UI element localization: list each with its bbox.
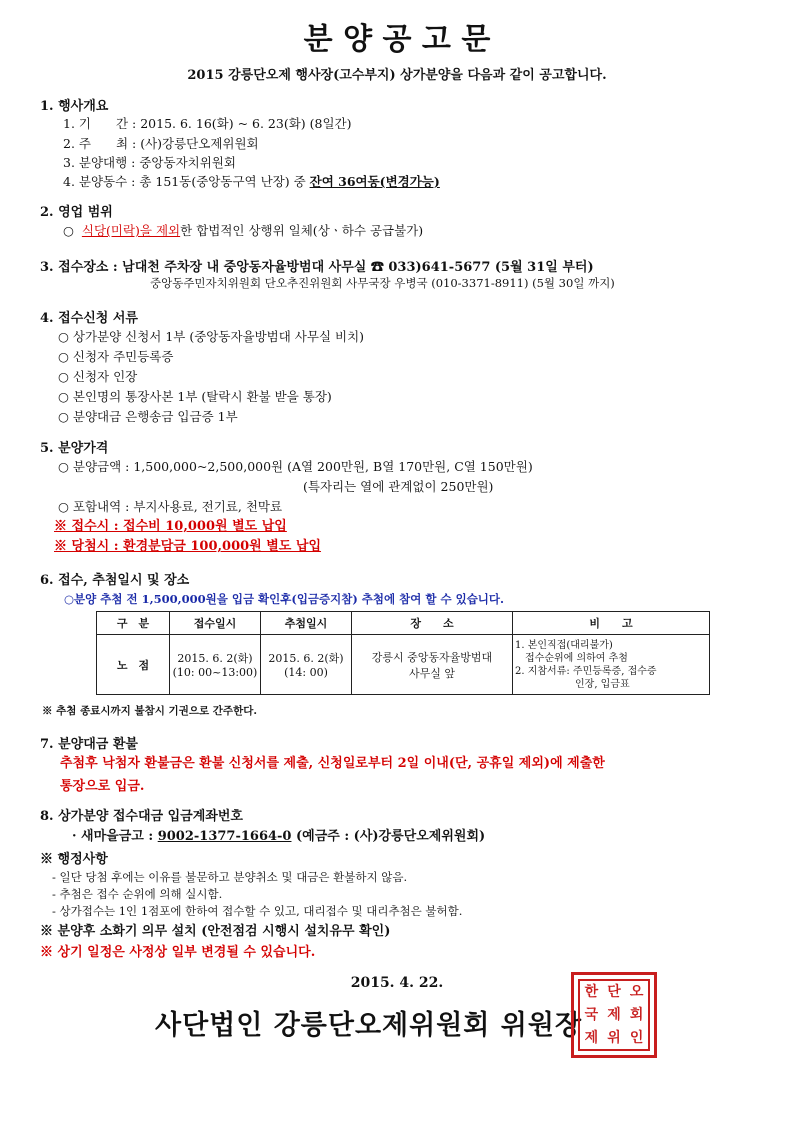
table-header: 비 고 (513, 612, 710, 635)
remark-1: 1. 본인직접(대리불가) (515, 639, 613, 651)
business-scope (63, 221, 423, 239)
draw-datetime (261, 635, 352, 695)
table-header: 접수일시 (170, 612, 261, 635)
refund-text-2: 통장으로 입금. (60, 779, 145, 794)
price-includes: ○ 포함내역 : 부지사용료, 전기료, 천막료 (58, 499, 283, 514)
remark-1b: 접수순위에 의하여 추첨 (525, 652, 628, 664)
section-5-heading: 5. 분양가격 (40, 441, 109, 456)
registration-date: 2015. 6. 2(화) (177, 652, 253, 665)
registration-fee-note: ※ 접수시 : 접수비 10,000원 별도 납입 (54, 519, 287, 534)
place-line-2: 사무실 앞 (408, 666, 455, 680)
document-item: ○ 본인명의 통장사본 1부 (탈락시 환불 받을 통장) (58, 389, 332, 404)
document-item: ○ 신청자 주민등록증 (58, 349, 174, 364)
document-item: ○ 상가분양 신청서 1부 (중앙동자율방범대 사무실 비치) (58, 329, 365, 344)
seal-char: 오 (629, 984, 644, 1000)
seal-char: 단 (607, 984, 621, 1000)
document-title: 분 양 공 고 문 (303, 22, 491, 57)
booth-count-text: 4. 분양동수 : 총 151동(중앙동구역 난장) 중 (63, 174, 310, 189)
bank-name: · 새마을금고 : (72, 829, 158, 844)
restaurant-exclusion: 식당(미락)을 제외 (81, 223, 181, 238)
seal-char: 인 (629, 1030, 644, 1046)
section-6-heading: 6. 접수, 추첨일시 및 장소 (40, 573, 190, 588)
section-2-heading: 2. 영업 범위 (40, 205, 113, 220)
fire-extinguisher-note: ※ 분양후 소화기 의무 설치 (안전점검 시행시 설치유무 확인) (40, 924, 391, 939)
remark-2b: 인장, 입금표 (575, 678, 630, 690)
document-subtitle: 2015 강릉단오제 행사장(고수부지) 상가분양을 다음과 같이 공고합니다. (187, 68, 607, 83)
document-item: ○ 분양대금 은행송금 입금증 1부 (58, 409, 238, 424)
section-8-heading: 8. 상가분양 접수대금 입금계좌번호 (40, 809, 243, 824)
event-agency: 3. 분양대행 : 중앙동자치위원회 (63, 155, 236, 170)
table-header: 장 소 (352, 612, 513, 635)
account-number: 9002-1377-1664-0 (157, 829, 292, 844)
remarks (513, 635, 710, 695)
business-scope-text: 한 합법적인 상행위 일체(상ㆍ하수 공급불가) (180, 223, 424, 238)
section-1-heading: 1. 행사개요 (40, 99, 109, 114)
draw-time: (14: 00) (284, 666, 328, 679)
issue-date: 2015. 4. 22. (350, 975, 444, 991)
section-4-heading: 4. 접수신청 서류 (40, 311, 138, 326)
remaining-booths: 잔여 36여동(변경가능) (309, 174, 440, 189)
seal-char: 제 (584, 1030, 599, 1046)
environment-fee-note: ※ 당첨시 : 환경분담금 100,000원 별도 납입 (54, 539, 322, 554)
event-host: 2. 주 최 : (사)강릉단오제위원회 (63, 136, 259, 151)
reception-contact: 중앙동주민자치위원회 단오추진위원회 사무국장 우병국 (010-3371-8911) (5월 30일 까지) (150, 276, 615, 290)
deposit-notice: ○분양 추첨 전 1,500,000원을 입금 확인후(입금증지참) 추첨에 참여 할 수 있습니다. (64, 592, 505, 606)
document-item: ○ 신청자 인장 (58, 369, 138, 384)
booth-count (63, 172, 440, 190)
seal-char: 국 (584, 1007, 599, 1023)
special-price: (특자리는 열에 관계없이 250만원) (303, 479, 494, 494)
admin-item: - 추첨은 접수 순위에 의해 실시함. (52, 887, 223, 901)
signer-name: 사단법인 강릉단오제위원회 위원장 (155, 1010, 583, 1041)
remark-2: 2. 지참서류: 주민등록증, 접수증 (515, 665, 657, 677)
registration-time: (10: 00~13:00) (172, 666, 258, 679)
seal-char: 위 (607, 1030, 621, 1046)
bullet-icon: ○ (63, 223, 74, 238)
row-label: 노 점 (97, 635, 170, 695)
seal-char: 제 (607, 1007, 621, 1023)
official-seal (571, 972, 657, 1058)
refund-text-1: 추첨후 낙첨자 환불금은 환불 신청서를 제출, 신청일로부터 2일 이내(단, 공휴일 제외)에 제출한 (60, 756, 605, 771)
admin-item: - 일단 당첨 후에는 이유를 불문하고 분양취소 및 대금은 환불하지 않음. (52, 870, 408, 884)
registration-datetime (170, 635, 261, 695)
seal-char: 회 (629, 1007, 644, 1023)
event-period: 1. 기 간 : 2015. 6. 16(화) ~ 6. 23(화) (8일간) (63, 116, 352, 131)
table-header: 추첨일시 (261, 612, 352, 635)
section-7-heading: 7. 분양대금 환불 (40, 737, 138, 752)
draw-date: 2015. 6. 2(화) (268, 652, 344, 665)
schedule-table (96, 611, 710, 695)
account-holder: (예금주 : (사)강릉단오제위원회) (291, 829, 486, 844)
admin-item: - 상가접수는 1인 1점포에 한하여 접수할 수 있고, 대리접수 및 대리추첨은 불허함. (52, 904, 463, 918)
price-range: ○ 분양금액 : 1,500,000~2,500,000원 (A열 200만원, B열 170만원, C열 150만원) (58, 459, 533, 474)
admin-heading: ※ 행정사항 (40, 852, 108, 867)
table-row (97, 635, 710, 695)
schedule-change-note: ※ 상기 일정은 사정상 일부 변경될 수 있습니다. (40, 945, 316, 960)
draw-place (352, 635, 513, 695)
table-header: 구 분 (97, 612, 170, 635)
place-line-1: 강릉시 중앙동자율방범대 (371, 650, 493, 664)
bank-account (72, 825, 485, 844)
seal-char: 한 (584, 984, 599, 1000)
absence-notice: ※ 추첨 종료시까지 불참시 기권으로 간주한다. (42, 705, 258, 717)
section-3-heading: 3. 접수장소 : 남대천 주차장 내 중앙동자율방범대 사무실 ☎ 033)641-5677 (5월 31일 부터) (40, 260, 594, 275)
